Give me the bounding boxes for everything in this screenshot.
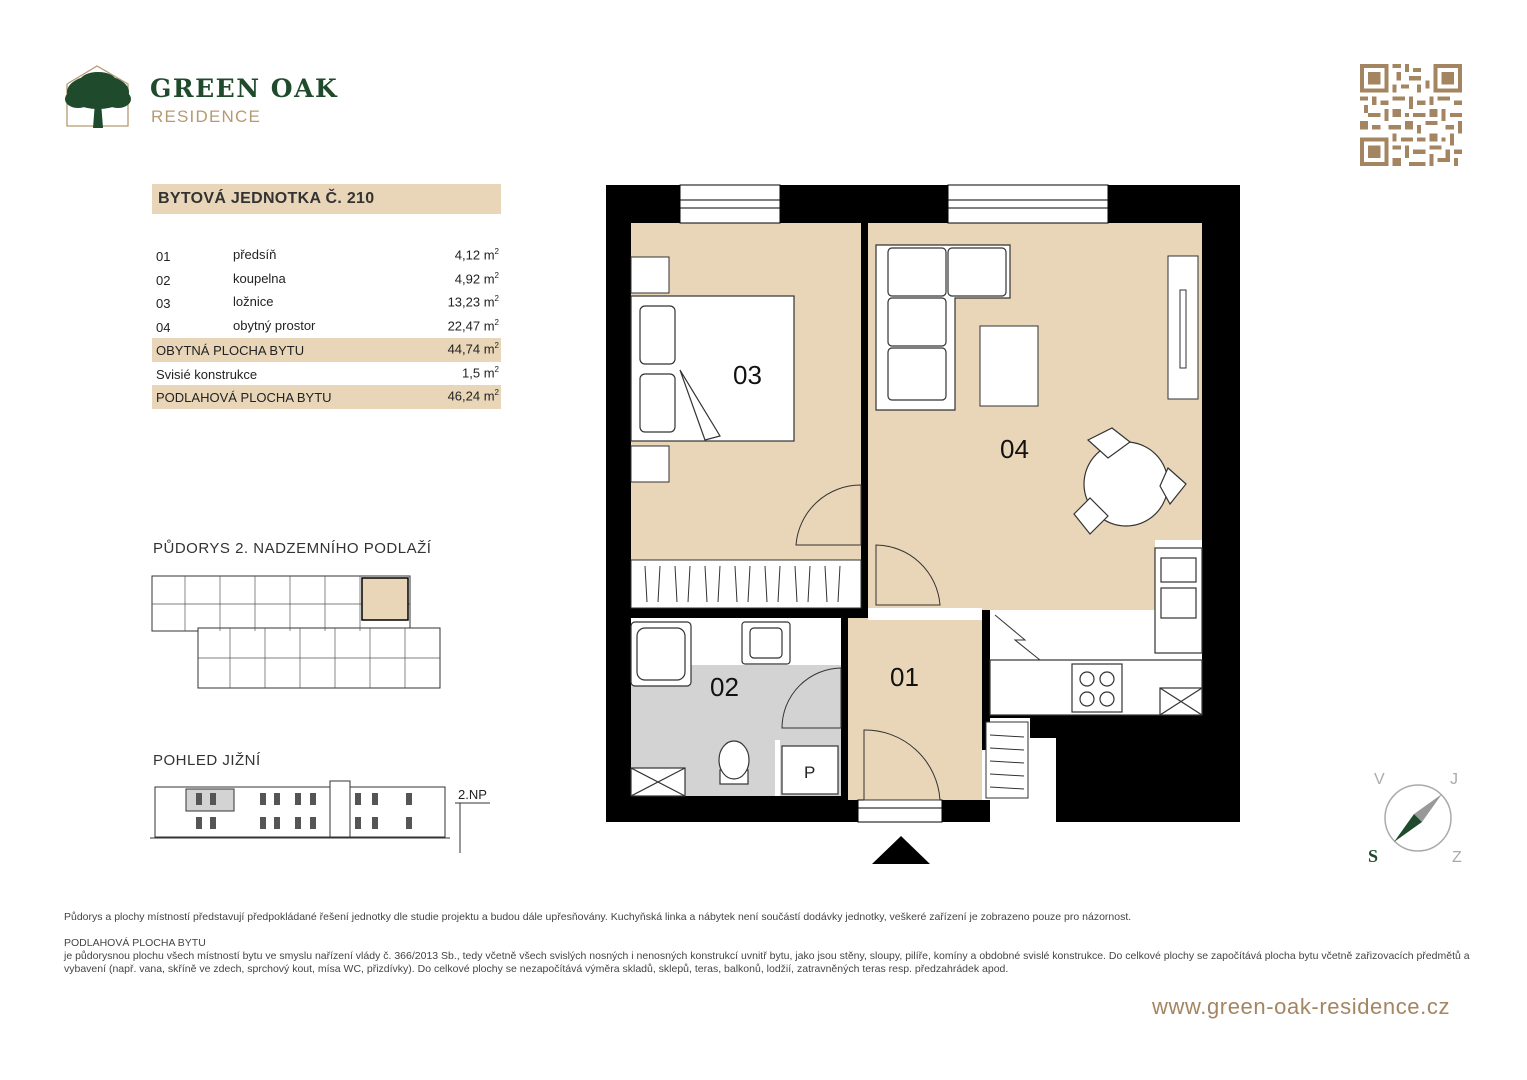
elevation-title: POHLED JIŽNÍ — [153, 752, 261, 769]
floor-area-definition-title: PODLAHOVÁ PLOCHA BYTU — [64, 937, 206, 949]
floor-area-value: 46,24 $m^2$ — [447, 388, 499, 404]
vertical-structures-value: 1,5 $m^2$ — [462, 364, 499, 380]
entrance-arrow — [872, 836, 930, 864]
unit-title: BYTOVÁ JEDNOTKA Č. 210 — [158, 190, 375, 207]
compass-icon — [1368, 768, 1468, 868]
room-row — [152, 291, 501, 315]
room-name: obytný prostor — [233, 317, 316, 333]
nightstand — [631, 446, 669, 482]
room-area: 4,12 $m^2$ — [454, 247, 499, 263]
coffee-table — [980, 326, 1038, 406]
living-area-row — [152, 338, 501, 362]
floor-area-row — [152, 385, 501, 409]
unit-highlight — [362, 578, 408, 620]
room-table — [152, 244, 501, 409]
room-name: koupelna — [233, 270, 286, 286]
floor-plan-title: PŮDORYS 2. NADZEMNÍHO PODLAŽÍ — [153, 540, 432, 557]
brand-subtitle: RESIDENCE — [151, 107, 261, 126]
vertical-structures-label: Svisié konstrukce — [156, 366, 258, 382]
level-label: 2.NP — [458, 787, 487, 802]
living-area-label: OBYTNÁ PLOCHA BYTU — [156, 343, 305, 358]
brand-name: GREEN OAK — [150, 74, 339, 103]
compass-v: V — [1374, 771, 1385, 788]
floor-area-definition-text: je půdorysnou plochu všech místností bytu ve smyslu nařízení vlády č. 366/2013 Sb., tedy včetně všech svislých nosných i nenosných konstrukcí uvnitř bytu, jako jsou stěny, sloupy, pilíře, komíny a obdobné svislé konstrukce. Do celkové plochy se započítává plocha bytu včetně zařizovacích předmětů a vybavení (např. vana, skříně ve zdech, sprchový kout, mísa WC, přizdívky). Do celkové plochy se nezapočítává výměra skladů, sklepů, teras, balkonů, lodžií, zatravněných teras resp. předzahrádek apod. — [64, 950, 1470, 975]
compass-z: Z — [1452, 849, 1462, 866]
nightstand — [631, 257, 669, 293]
room-name: ložnice — [233, 294, 274, 309]
compass-s: S — [1368, 846, 1379, 866]
shoe-cabinet — [986, 722, 1028, 798]
bathroom-partition — [775, 740, 780, 796]
room-01-floor — [848, 618, 982, 800]
room-number: 03 — [156, 296, 171, 311]
room-area: 4,92 $m^2$ — [454, 270, 499, 286]
room-number: 01 — [156, 249, 171, 264]
room-label-04: 04 — [1000, 434, 1029, 464]
room-name: předsíň — [233, 247, 277, 262]
hall-white-strip — [868, 608, 982, 620]
floor-area-label: PODLAHOVÁ PLOCHA BYTU — [156, 390, 332, 405]
website-link[interactable]: www.green-oak-residence.cz — [1152, 994, 1451, 1019]
vertical-structures-row — [152, 362, 501, 386]
room-row — [152, 244, 501, 268]
room-row — [152, 315, 501, 339]
room-label-02: 02 — [710, 672, 739, 702]
plumbing-label: P — [804, 763, 816, 782]
unit-title-bar — [152, 184, 501, 214]
apartment-floor-plan — [600, 180, 1250, 870]
room-row — [152, 268, 501, 292]
room-area: 13,23 $m^2$ — [447, 294, 499, 310]
room-label-01: 01 — [890, 662, 919, 692]
compass-j: J — [1450, 771, 1458, 788]
disclaimer-note: Půdorys a plochy místností představují předpokládané řešení jednotky dle studie projektu a budou dále upřesňovány. Kuchyňská linka a nábytek není součástí dodávky jednotky, veškeré zařízení je zobrazeno pouze pro názornost. — [64, 911, 1132, 923]
room-number: 02 — [156, 272, 171, 288]
bed — [631, 296, 794, 441]
room-number: 04 — [156, 319, 171, 335]
tv — [1180, 290, 1186, 368]
south-elevation — [150, 775, 500, 860]
qr-code-icon[interactable] — [1360, 64, 1462, 166]
living-area-value: 44,74 $m^2$ — [447, 341, 499, 357]
room-area: 22,47 $m^2$ — [447, 317, 499, 333]
room-label-03: 03 — [733, 360, 762, 390]
floor-overview-map — [150, 570, 450, 695]
